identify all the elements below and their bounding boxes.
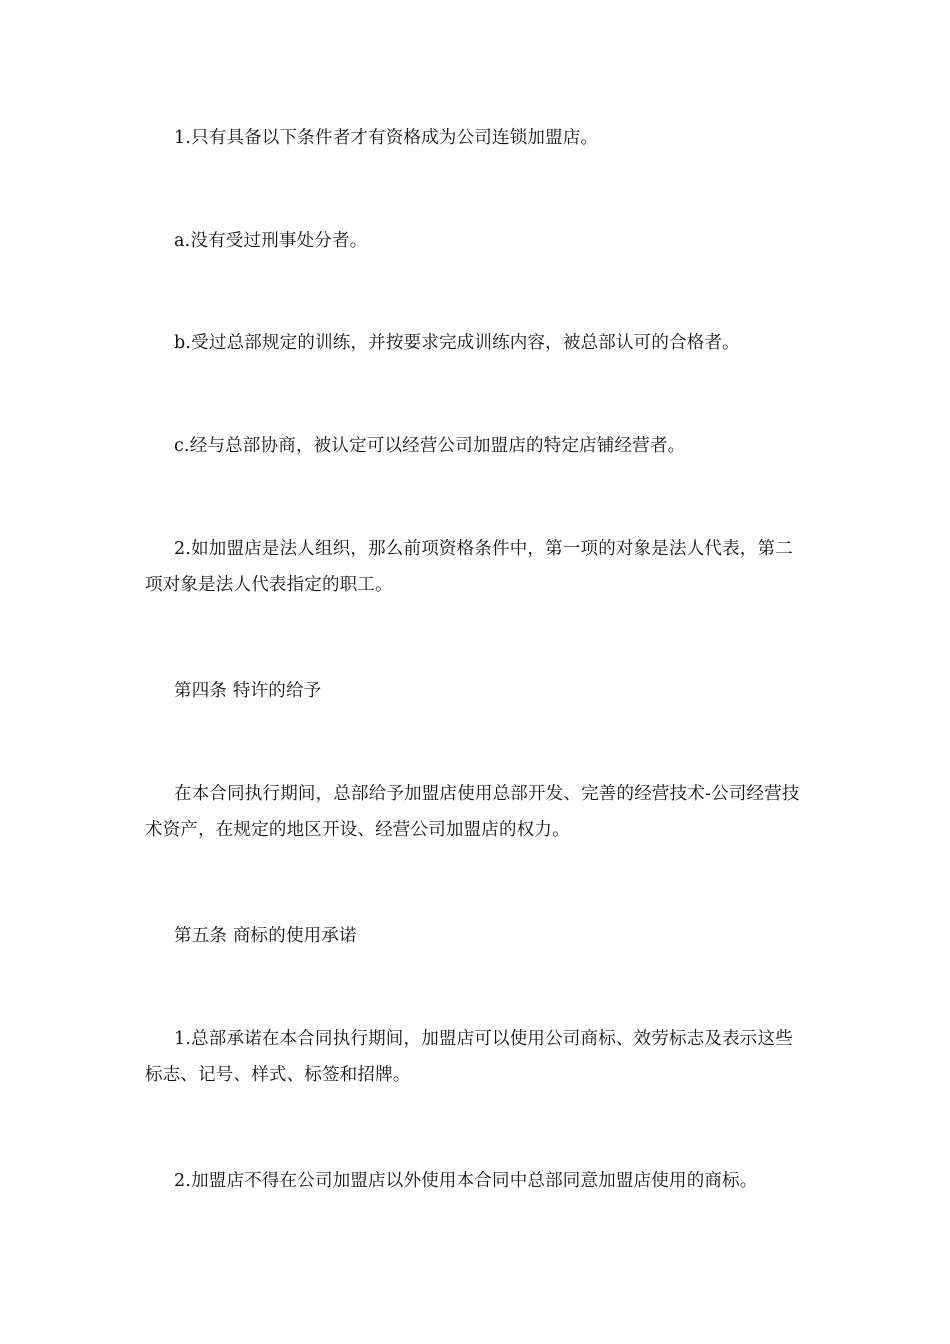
- paragraph-legal-entity: 2.如加盟店是法人组织，那么前项资格条件中，第一项的对象是法人代表，第二项对象是法人代表指定的职工。: [145, 539, 793, 595]
- article-five-heading: 第五条 商标的使用承诺: [174, 926, 357, 946]
- paragraph-condition-c: c.经与总部协商，被认定可以经营公司加盟店的特定店铺经营者。: [174, 436, 686, 456]
- paragraph-condition-a: a.没有受过刑事处分者。: [174, 231, 368, 251]
- paragraph-qualification-intro: 1.只有具备以下条件者才有资格成为公司连锁加盟店。: [174, 128, 599, 148]
- paragraph-condition-b: b.受过总部规定的训练，并按要求完成训练内容，被总部认可的合格者。: [174, 333, 740, 353]
- paragraph-trademark-use: 1.总部承诺在本合同执行期间，加盟店可以使用公司商标、效劳标志及表示这些标志、记号、样式、标签和招牌。: [145, 1029, 793, 1085]
- article-four-heading: 第四条 特许的给予: [174, 681, 322, 701]
- paragraph-trademark-restriction: 2.加盟店不得在公司加盟店以外使用本合同中总部同意加盟店使用的商标。: [174, 1171, 758, 1191]
- paragraph-franchise-grant: 在本合同执行期间，总部给予加盟店使用总部开发、完善的经营技术-公司经营技术资产，在规定的地区开设、经营公司加盟店的权力。: [145, 784, 800, 840]
